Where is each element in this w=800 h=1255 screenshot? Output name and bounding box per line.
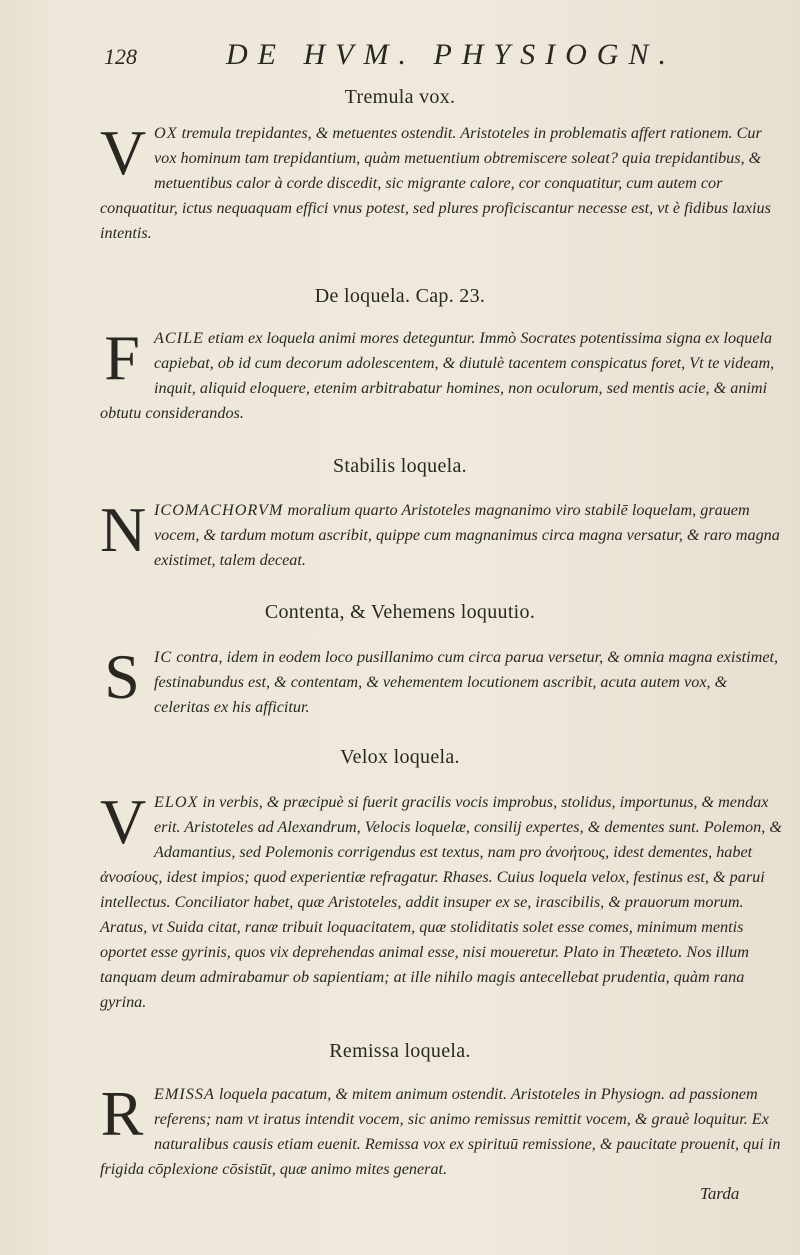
- drop-cap: F: [104, 322, 140, 393]
- paragraph-text: moralium quarto Aristoteles magnanimo viro stabilē loquelam, grauem vocem, & tardum motum ascribit, quippe cum magnanimus circa magna versatur, & raro magna existimet, talem deceat.: [154, 501, 780, 569]
- paragraph-text: contra, idem in eodem loco pusillanimo cum circa parua versetur, & omnia magna existimet, festinabundus est, & contentam, & vehementem locutionem ascribit, acuta autem vox, & celeritas ex his afficitur.: [154, 648, 779, 716]
- paragraph-stabilis-loquela: [100, 494, 785, 573]
- drop-cap: R: [100, 1078, 144, 1149]
- paragraph-contenta-loquutio: [100, 641, 785, 720]
- section-title-remissa-loquela: Remissa loquela.: [329, 1040, 471, 1062]
- lead-word: EMISSA: [154, 1085, 215, 1103]
- lead-word: OX: [154, 124, 178, 142]
- paragraph-text: loquela pacatum, & mitem animum ostendit. Aristoteles in Physiogn. ad passionem referens; nam vt iratus intendit vocem, sic animo remissus remittit vocem, & grauè loquitur. Ex naturalibus causis etiam euenit. Remissa vox ex spirituū remissione, & paucitate prouenit, qui in frigida cōplexione cōsistūt, quæ animo mites generat.: [100, 1085, 781, 1178]
- paragraph-remissa-loquela: [100, 1078, 785, 1182]
- paragraph-text: in verbis, & præcipuè si fuerit gracilis vocis improbus, stolidus, importunus, & mendax erit. Aristoteles ad Alexandrum, Velocis loquelæ, consilij expertes, & dementes sunt. Polemon, & Adamantius, sed Polemonis corrigendus est textus, nam pro ἀνοήτους, idest dementes, habet ἀνοσίους, idest impios; quod experientiæ refragatur. Rhases. Cuius loquela velox, festinus est, & parui intellectus. Conciliator habet, quæ Aristoteles, addit insuper ex se, irascibilis, & prauorum morum. Aratus, vt Suida citat, ranæ tribuit loquacitatem, quæ stoliditatis solet esse comes, minimum mentis oportet esse gyrinis, quos vix deprehendas animal esse, nisi moueretur. Plato in Theæteto. Nos illum tanquam deum admirabamur ob sapientiam; at ille nihilo magis antecellebat prudentia, quàm rana gyrina.: [100, 793, 782, 1011]
- paragraph-text: etiam ex loquela animi mores deteguntur. Immò Socrates potentissima signa ex loquela capiebat, ob id cum decorum adolescentem, & diutulè tacentem conspicatus foret, Vt te videam, inquit, aliquid eloquere, etenim arbitrabatur homines, non oculorum, sed mentis acie, & animi obtutu considerandos.: [100, 329, 775, 422]
- drop-cap: N: [100, 494, 147, 565]
- paragraph-velox-loquela: [100, 786, 785, 1015]
- paragraph-text: tremula trepidantes, & metuentes ostendit. Aristoteles in problematis affert rationem. Cur vox hominum tam trepidantium, quàm metuentium obtremiscere soleat? quia trepidantibus, & metuentibus calor à corde discedit, sic migrante calore, cor conquatitur, cum autem cor conquatitur, ictus nequaquam effici vnus potest, sed plures proficiscantur necesse est, vt è fidibus laxius intentis.: [100, 124, 771, 242]
- drop-cap: V: [100, 117, 147, 188]
- running-head: DE HVM. PHYSIOGN.: [226, 38, 676, 71]
- section-title-de-loquela: De loquela. Cap. 23.: [314, 285, 486, 307]
- lead-word: IC: [154, 648, 173, 666]
- lead-word: ELOX: [154, 793, 199, 811]
- page-header: [100, 38, 760, 78]
- section-title-contenta-loquutio: Contenta, & Vehemens loquutio.: [264, 601, 536, 623]
- section-title-velox-loquela: Velox loquela.: [340, 746, 460, 768]
- catchword: Tarda: [700, 1184, 740, 1203]
- section-title-stabilis-loquela: Stabilis loquela.: [333, 455, 467, 477]
- drop-cap: V: [100, 786, 147, 857]
- lead-word: ICOMACHORVM: [154, 501, 284, 519]
- drop-cap: S: [104, 641, 140, 712]
- page-number: 128: [104, 44, 137, 69]
- paragraph-de-loquela: [100, 322, 785, 426]
- lead-word: ACILE: [154, 329, 204, 347]
- section-title-tremula-vox: Tremula vox.: [344, 86, 456, 108]
- paragraph-tremula-vox: [100, 117, 785, 246]
